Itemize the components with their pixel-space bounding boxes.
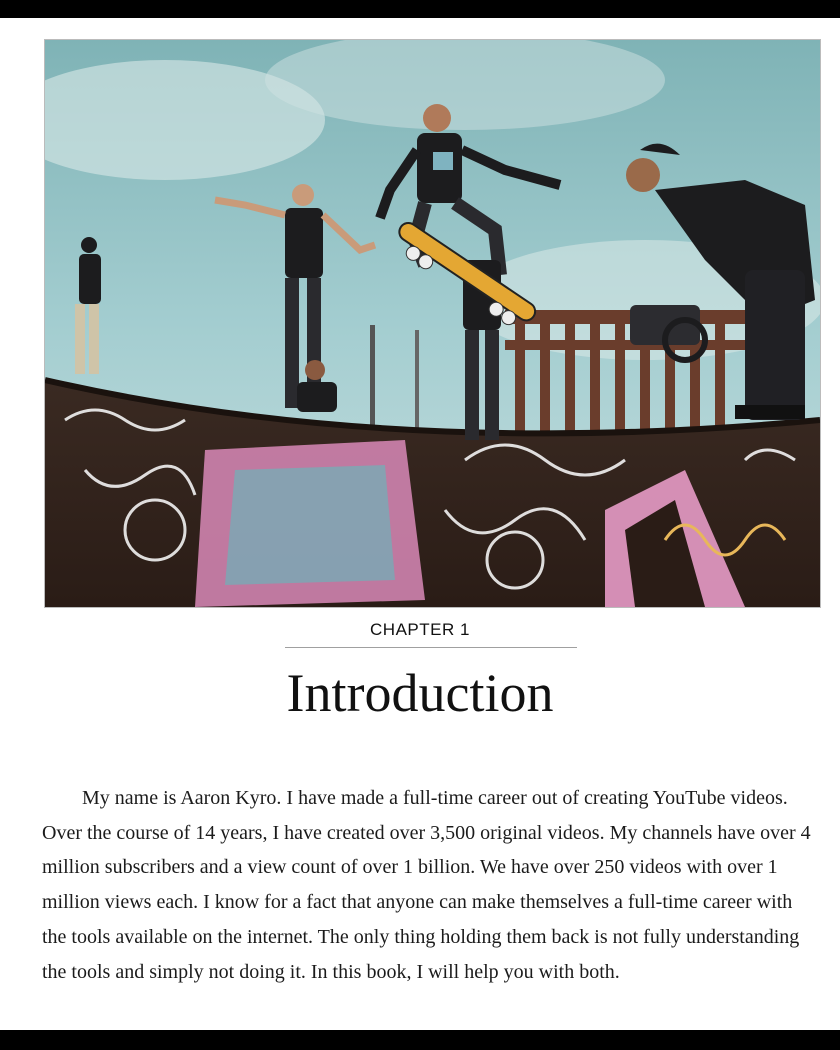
top-black-bar (0, 0, 840, 18)
intro-paragraph: My name is Aaron Kyro. I have made a full-time career out of creating YouTube videos. Over the course of 14 years, I have created over 3,500 original videos. My channels have over 4 million subscribers and a view count of over 1 billion. We have over 250 videos with over 1 million views each. I know for a fact that anyone can make themselves a full-time career with the tools available on the internet. The only thing holding them back is not fully understanding the tools and simply not doing it. In this book, I will help you with both. (42, 787, 811, 983)
chapter-divider (285, 647, 577, 648)
chapter-photo (44, 39, 821, 608)
chapter-label: CHAPTER 1 (370, 620, 470, 639)
bottom-black-bar (0, 1030, 840, 1050)
chapter-title: Introduction (286, 663, 554, 723)
skateboard-photo-illustration (45, 40, 820, 607)
